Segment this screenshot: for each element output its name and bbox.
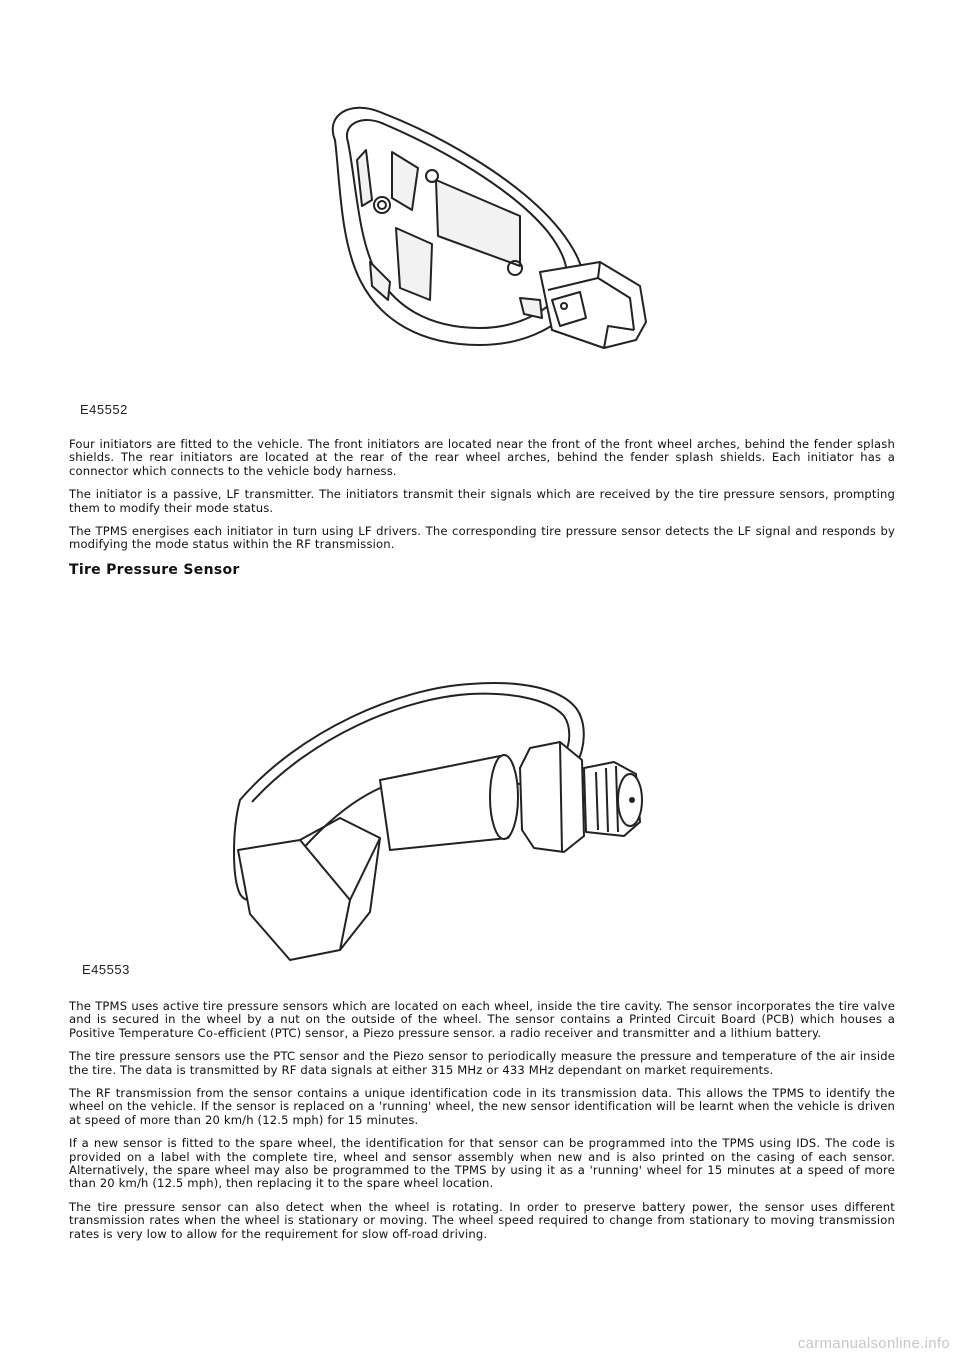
- sensor-description: [69, 1000, 895, 1251]
- sensor-illustration: [0, 660, 960, 980]
- paragraph: Four initiators are fitted to the vehicle. The front initiators are located near the front of the front wheel arches, behind the fender splash shields. The rear initiators are located at the rear of the rear wheel arches, behind the fender splash shields. Each initiator has a connector which connects to the vehicle body harness.: [69, 437, 895, 478]
- initiator-illustration: [0, 0, 960, 420]
- paragraph: The TPMS energises each initiator in turn using LF drivers. The corresponding tire pressure sensor detects the LF signal and responds by modifying the mode status within the RF transmission.: [69, 524, 895, 552]
- section-heading: Tire Pressure Sensor: [69, 561, 240, 578]
- paragraph: The RF transmission from the sensor contains a unique identification code in its transmission data. This allows the TPMS to identify the wheel on the vehicle. If the sensor is replaced on a 'running' wheel, the new sensor identification will be learnt when the vehicle is driven at speed of more than 20 km/h (12.5 mph) for 15 minutes.: [69, 1086, 895, 1127]
- paragraph: If a new sensor is fitted to the spare wheel, the identification for that sensor can be programmed into the TPMS using IDS. The code is provided on a label with the complete tire, wheel and sensor assembly when new and is also printed on the casing of each sensor. Alternatively, the spare wheel may also be programmed to the TPMS by using it as a 'running' wheel for 15 minutes at a speed of more than 20 km/h (12.5 mph), then replacing it to the spare wheel location.: [69, 1136, 895, 1191]
- figure-id-label: E45552: [80, 402, 128, 417]
- watermark: carmanualsonline.info: [797, 1335, 950, 1352]
- figure-tire-pressure-sensor: [0, 660, 960, 980]
- paragraph: The tire pressure sensors use the PTC sensor and the Piezo sensor to periodically measure the pressure and temperature of the air inside the tire. The data is transmitted by RF data signals at either 315 MHz or 433 MHz dependant on market requirements.: [69, 1049, 895, 1077]
- paragraph: The TPMS uses active tire pressure sensors which are located on each wheel, inside the tire cavity. The sensor incorporates the tire valve and is secured in the wheel by a nut on the outside of the wheel. The sensor contains a Printed Circuit Board (PCB) which houses a Positive Temperature Co-efficient (PTC) sensor, a Piezo pressure sensor. a radio receiver and transmitter and a lithium battery.: [69, 999, 895, 1040]
- paragraph: The tire pressure sensor can also detect when the wheel is rotating. In order to preserve battery power, the sensor uses different transmission rates when the wheel is stationary or moving. The wheel speed required to change from stationary to moving transmission rates is very low to allow for the requirement for slow off-road driving.: [69, 1199, 895, 1241]
- figure-id-label: E45553: [82, 962, 130, 977]
- figure-initiator: [0, 0, 960, 420]
- paragraph: The initiator is a passive, LF transmitter. The initiators transmit their signals which are received by the tire pressure sensors, prompting them to modify their mode status.: [69, 487, 895, 515]
- initiator-description: [69, 438, 895, 578]
